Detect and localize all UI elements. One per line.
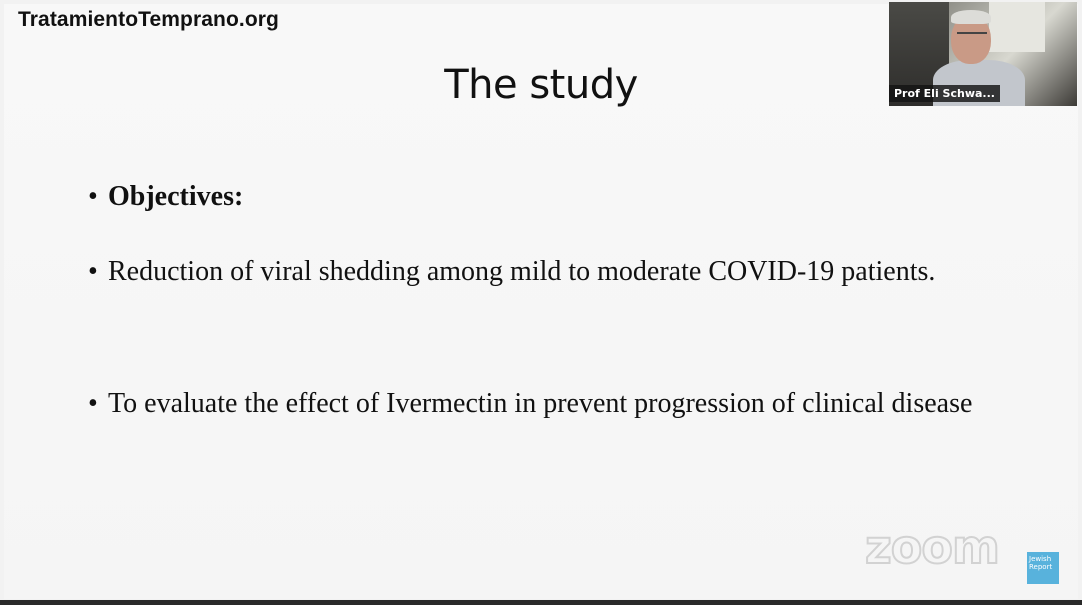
bullet-text: Reduction of viral shedding among mild to moderate COVID-19 patients. xyxy=(108,256,936,287)
participant-glasses xyxy=(957,32,987,40)
site-watermark: TratamientoTemprano.org xyxy=(18,8,279,31)
bottom-border xyxy=(0,600,1082,605)
bullet-objectives xyxy=(88,169,243,225)
participant-hair xyxy=(951,10,991,24)
participant-name-label: Prof Eli Schwa... xyxy=(889,85,1000,102)
video-window-light xyxy=(989,2,1045,52)
bullet-marker: • xyxy=(88,181,98,212)
bullet-text: Objectives: xyxy=(108,181,244,212)
jewish-report-badge: Jewish Report xyxy=(1027,552,1059,584)
bullet-reduction xyxy=(88,244,968,300)
zoom-logo: zoom xyxy=(865,520,999,574)
participant-video-tile[interactable] xyxy=(889,2,1077,106)
bullet-text: To evaluate the effect of Ivermectin in prevent progression of clinical disease xyxy=(108,388,973,419)
bullet-marker: • xyxy=(88,388,98,419)
bullet-marker: • xyxy=(88,256,98,287)
bullet-evaluate xyxy=(88,376,1048,432)
slide-title: The study xyxy=(444,62,638,108)
